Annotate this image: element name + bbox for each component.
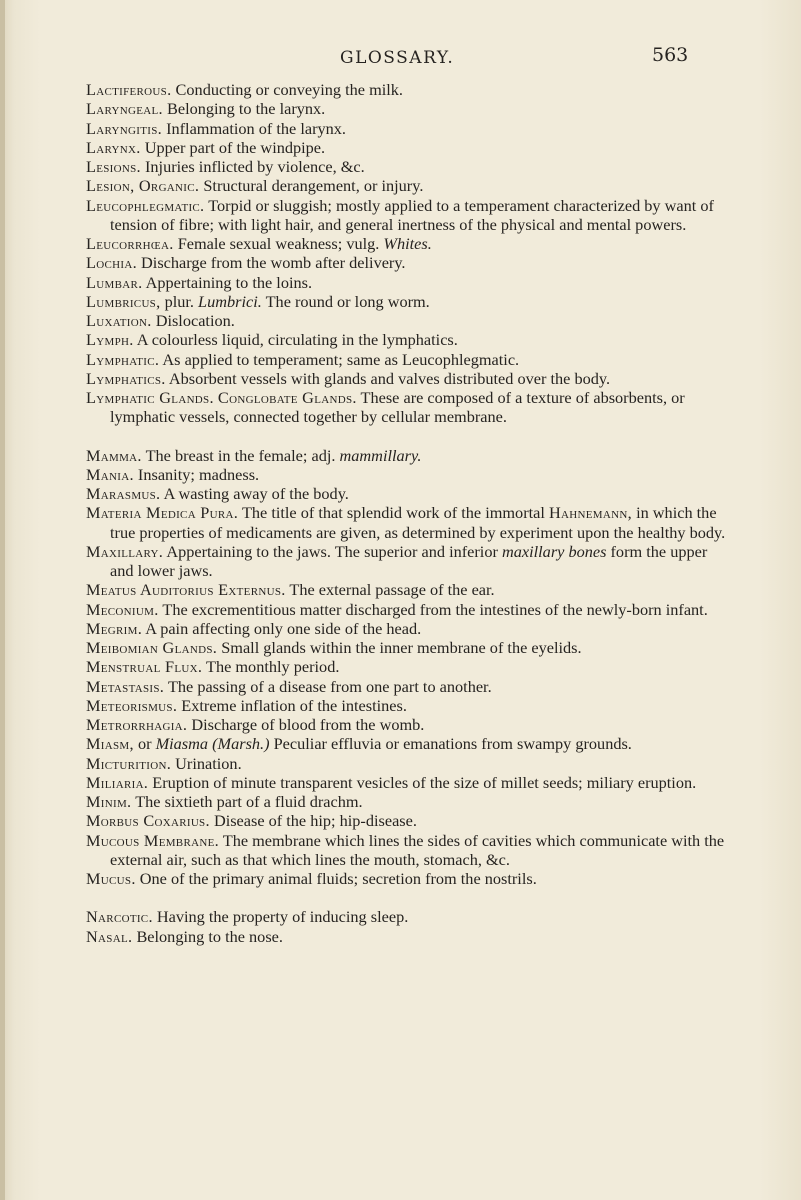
glossary-entry bbox=[86, 446, 726, 465]
glossary-definition: A pain affecting only one side of the head. bbox=[145, 618, 422, 638]
glossary-entry bbox=[86, 715, 726, 734]
glossary-entry bbox=[86, 330, 726, 349]
glossary-definition: Belonging to the nose. bbox=[136, 926, 283, 946]
glossary-definition: A wasting away of the body. bbox=[163, 484, 349, 503]
glossary-definition: Discharge of blood from the womb. bbox=[191, 715, 425, 734]
glossary-term: Leucorrhœa. bbox=[86, 234, 174, 253]
running-title: GLOSSARY. bbox=[340, 48, 455, 68]
glossary-term: Lesion, Organic. bbox=[86, 176, 200, 196]
glossary-definition: The title of that splendid work of the immortal bbox=[241, 503, 545, 523]
glossary-entry bbox=[86, 869, 726, 888]
glossary-term: Miasm, bbox=[86, 734, 134, 754]
glossary-term: Laryngeal. bbox=[86, 99, 163, 119]
glossary-entry bbox=[86, 734, 726, 753]
glossary-term: Lymph. bbox=[86, 330, 134, 350]
glossary-term: Minim. bbox=[86, 792, 132, 811]
glossary-entry bbox=[86, 811, 726, 830]
glossary-term: Lymphatic Glands. bbox=[86, 388, 214, 407]
glossary-italic-text: Whites. bbox=[383, 234, 432, 253]
glossary-entry bbox=[86, 677, 726, 696]
glossary-entry bbox=[86, 927, 726, 946]
glossary-entry bbox=[86, 273, 726, 292]
glossary-term: Laryngitis. bbox=[86, 118, 162, 138]
glossary-term: Lumbar. bbox=[86, 272, 143, 292]
glossary-term: Maxillary. bbox=[86, 541, 164, 561]
glossary-definition: Female sexual weakness; vulg. bbox=[177, 234, 380, 253]
glossary-definition-continued: The round or long worm. bbox=[265, 291, 430, 311]
glossary-definition: As applied to temperament; same as Leucophlegmatic. bbox=[162, 349, 520, 369]
glossary-term: Menstrual Flux. bbox=[86, 657, 203, 677]
glossary-definition: Eruption of minute transparent vesicles of the size of millet seeds; miliary eruption. bbox=[152, 772, 697, 792]
glossary-definition: Urination. bbox=[175, 753, 242, 773]
glossary-term: Lochia. bbox=[86, 253, 137, 273]
glossary-entry bbox=[86, 119, 726, 138]
section-gap bbox=[86, 888, 726, 907]
glossary-italic-text: Miasma (Marsh.) bbox=[155, 734, 270, 754]
glossary-entry bbox=[86, 388, 726, 427]
glossary-term: Meconium. bbox=[86, 599, 159, 619]
glossary-term: Meteorismus. bbox=[86, 695, 178, 715]
glossary-definition: Small glands within the inner membrane of the eyelids. bbox=[221, 638, 582, 657]
glossary-term: Lumbricus, bbox=[86, 291, 161, 311]
glossary-term: Micturition. bbox=[86, 753, 172, 773]
glossary-term: Mucous Membrane. bbox=[86, 830, 219, 850]
glossary-definition: A colourless liquid, circulating in the lymphatics. bbox=[136, 330, 458, 350]
glossary-term: Metrorrhagia. bbox=[86, 715, 188, 734]
glossary-definition: Torpid or sluggish; mostly applied to a temperament characterized by want of tension of fibre; with light hair, and general inertness of the physical and mental powers. bbox=[110, 195, 714, 234]
glossary-definition-continued: Peculiar effluvia or emanations from swampy grounds. bbox=[273, 734, 632, 754]
glossary-definition: Belonging to the larynx. bbox=[166, 99, 326, 119]
glossary-term: Larynx. bbox=[86, 137, 141, 157]
glossary-definition: Discharge from the womb after delivery. bbox=[141, 253, 406, 273]
glossary-term: Metastasis. bbox=[86, 676, 165, 696]
glossary-term: Mania. bbox=[86, 464, 134, 484]
glossary-term: Lymphatics. bbox=[86, 368, 166, 388]
glossary-entry bbox=[86, 657, 726, 676]
glossary-term: Nasal. bbox=[86, 926, 133, 946]
glossary-term: Mucus. bbox=[86, 869, 136, 888]
glossary-definition: Absorbent vessels with glands and valves distributed over the body. bbox=[168, 368, 611, 388]
glossary-entry bbox=[86, 196, 726, 235]
glossary-entry bbox=[86, 542, 726, 581]
glossary-definition-continued: form the upper and lower jaws. bbox=[110, 541, 708, 580]
glossary-entry bbox=[86, 773, 726, 792]
page-header bbox=[0, 44, 801, 74]
glossary-definition: The passing of a disease from one part to another. bbox=[167, 676, 492, 696]
glossary-definition-continued: in which the true properties of medicaments are given, as determined by experiment upon the healthy body. bbox=[110, 503, 726, 542]
glossary-entry bbox=[86, 292, 726, 311]
glossary-definition: The external passage of the ear. bbox=[289, 580, 495, 600]
glossary-definition: Insanity; madness. bbox=[137, 464, 260, 484]
glossary-entry bbox=[86, 619, 726, 638]
glossary-definition: Dislocation. bbox=[155, 311, 235, 330]
glossary-definition: The sixtieth part of a fluid drachm. bbox=[135, 792, 363, 811]
glossary-entry bbox=[86, 311, 726, 330]
glossary-term: Narcotic. bbox=[86, 907, 153, 927]
glossary-term-secondary: Hahnemann, bbox=[548, 503, 632, 523]
glossary-term: Lesions. bbox=[86, 157, 141, 176]
glossary-definition: Appertaining to the loins. bbox=[145, 272, 313, 292]
glossary-list bbox=[86, 80, 726, 946]
glossary-definition: Conducting or conveying the milk. bbox=[175, 80, 403, 99]
glossary-entry bbox=[86, 157, 726, 176]
glossary-definition: The excrementitious matter discharged from the intestines of the newly-born infant. bbox=[162, 599, 708, 619]
glossary-term: Meibomian Glands. bbox=[86, 638, 218, 657]
glossary-term: Marasmus. bbox=[86, 484, 161, 503]
glossary-entry bbox=[86, 253, 726, 272]
glossary-definition: Extreme inflation of the intestines. bbox=[181, 695, 407, 715]
glossary-entry bbox=[86, 369, 726, 388]
glossary-term: Luxation. bbox=[86, 311, 152, 330]
glossary-entry bbox=[86, 754, 726, 773]
glossary-italic-text: maxillary bones bbox=[501, 541, 607, 561]
glossary-term: Lymphatic. bbox=[86, 349, 160, 369]
glossary-entry bbox=[86, 138, 726, 157]
glossary-term: Morbus Coxarius. bbox=[86, 811, 210, 831]
glossary-definition: One of the primary animal fluids; secretion from the nostrils. bbox=[139, 869, 537, 888]
glossary-definition: Upper part of the windpipe. bbox=[144, 137, 326, 157]
glossary-entry bbox=[86, 580, 726, 599]
glossary-entry bbox=[86, 907, 726, 926]
glossary-definition: or bbox=[137, 734, 152, 754]
glossary-entry bbox=[86, 234, 726, 253]
glossary-italic-text: Lumbrici. bbox=[198, 291, 262, 311]
glossary-definition: Structural derangement, or injury. bbox=[203, 176, 424, 196]
glossary-entry bbox=[86, 831, 726, 870]
glossary-entry bbox=[86, 600, 726, 619]
glossary-entry bbox=[86, 503, 726, 542]
glossary-term: Megrim. bbox=[86, 618, 143, 638]
glossary-definition: The membrane which lines the sides of cavities which communicate with the external air, such as that which lines the mouth, stomach, &c. bbox=[110, 830, 725, 869]
page-number: 563 bbox=[652, 44, 689, 66]
glossary-term: Lactiferous. bbox=[86, 80, 172, 99]
glossary-entry bbox=[86, 176, 726, 195]
glossary-entry bbox=[86, 696, 726, 715]
glossary-term: Materia Medica Pura. bbox=[86, 503, 239, 523]
glossary-definition-continued: These are composed of a texture of absorbents, or lymphatic vessels, connected together by cellular membrane. bbox=[110, 388, 685, 427]
glossary-entry bbox=[86, 638, 726, 657]
glossary-term: Miliaria. bbox=[86, 772, 149, 792]
glossary-entry bbox=[86, 792, 726, 811]
section-gap bbox=[86, 427, 726, 446]
glossary-term: Meatus Auditorius Externus. bbox=[86, 580, 286, 600]
glossary-term-secondary: Conglobate Glands. bbox=[217, 388, 357, 407]
glossary-entry bbox=[86, 484, 726, 503]
glossary-entry bbox=[86, 80, 726, 99]
glossary-italic-text: mammillary. bbox=[339, 445, 422, 465]
glossary-definition: Disease of the hip; hip-disease. bbox=[213, 811, 417, 831]
glossary-term: Mamma. bbox=[86, 445, 142, 465]
glossary-definition: Injuries inflicted by violence, &c. bbox=[145, 157, 365, 176]
page-binding-edge bbox=[0, 0, 5, 1200]
glossary-definition: plur. bbox=[164, 291, 194, 311]
glossary-definition: The monthly period. bbox=[206, 657, 340, 677]
glossary-entry bbox=[86, 99, 726, 118]
glossary-definition: Having the property of inducing sleep. bbox=[156, 907, 409, 927]
glossary-definition: Appertaining to the jaws. The superior and inferior bbox=[166, 541, 498, 561]
glossary-term: Leucophlegmatic. bbox=[86, 195, 205, 215]
glossary-definition: Inflammation of the larynx. bbox=[166, 118, 347, 138]
glossary-definition: The breast in the female; adj. bbox=[145, 445, 336, 465]
glossary-entry bbox=[86, 465, 726, 484]
glossary-entry bbox=[86, 350, 726, 369]
